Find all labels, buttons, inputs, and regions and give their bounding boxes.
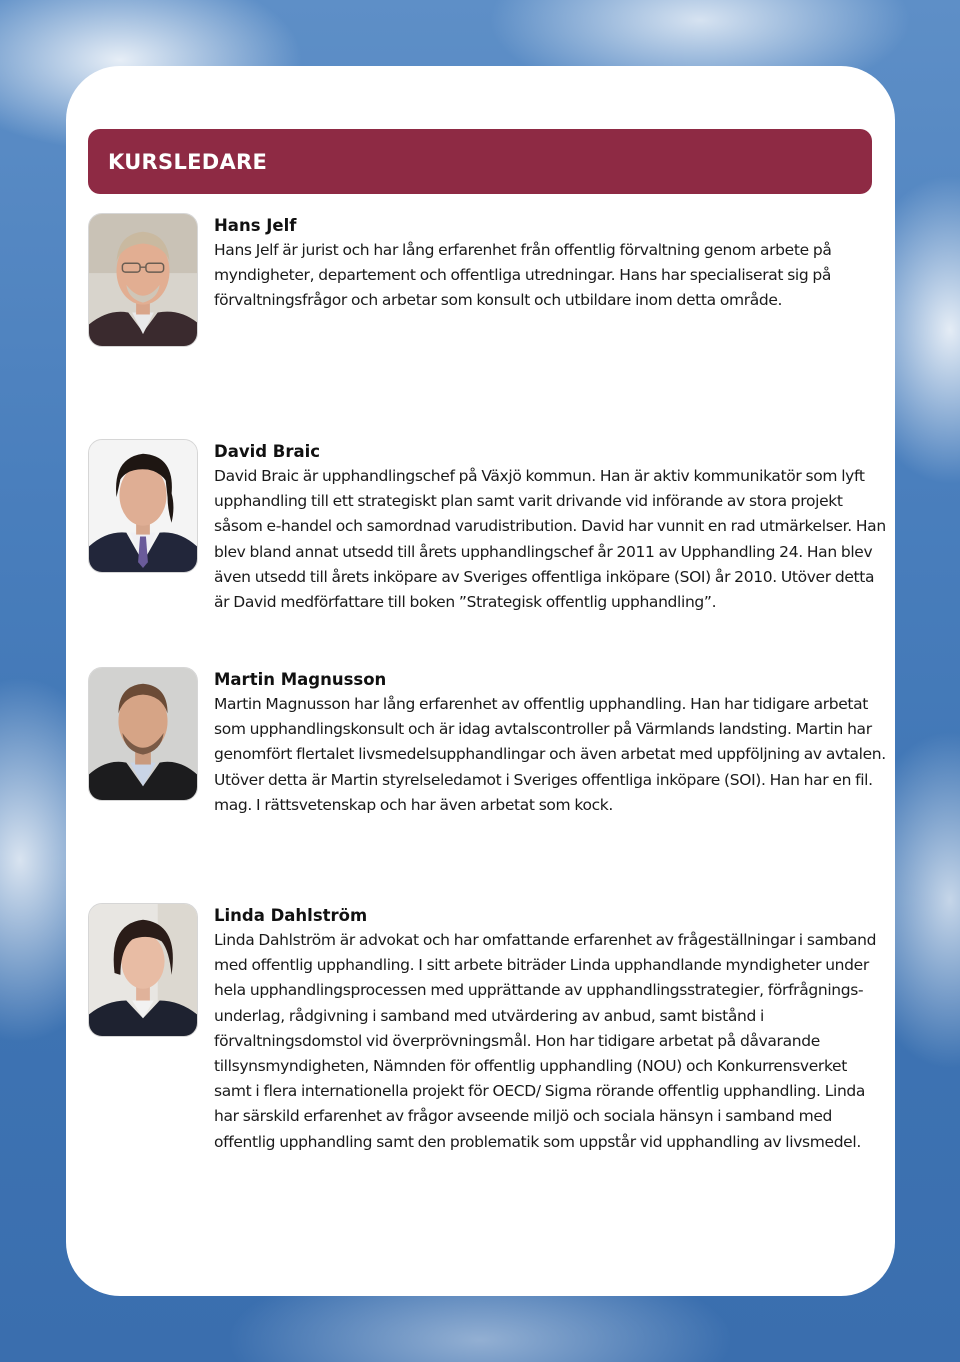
section-title: KURSLEDARE — [108, 149, 268, 174]
person-bio: Hans Jelf är jurist och har lång erfarenhet från offentlig förvaltning genom arbete på myndigheter, departement och offentliga utredningar. Hans har specialiserat sig på förvaltningsfrågor och arbetar som konsult och utbildare inom detta område. — [214, 241, 832, 310]
person-name: Martin Magnusson — [214, 670, 387, 689]
section-banner — [88, 129, 872, 194]
portrait-photo — [88, 439, 198, 573]
person-bio: Linda Dahlström är advokat och har omfattande erfarenhet av frågeställningar i samband med offentlig upphandling. I sitt arbete biträder Linda upphandlande myndigheter under hela upphandlingsprocessen med upprättande av upphandlingsstrategier, förfrågnings-underlag, rådgivning i samband med utvärdering av anbud, samt bistånd i förvaltningsdomstol vid överprövningsmål. Hon har tidigare arbetat på dåvarande tillsynsmyndigheten, Nämnden för offentlig upphandling (NOU) och Konkurrensverket samt i flera internationella projekt för OECD/ Sigma rörande offentlig upphandling. Linda har särskild erfarenhet av frågor avseende miljö och sociala hänsyn i samband med offentlig upphandling samt den problematik som uppstår vid upphandling av livsmedel. — [214, 931, 877, 1151]
person-bio: David Braic är upphandlingschef på Växjö kommun. Han är aktiv kommunikatör som lyft upphandling till ett strategiskt plan samt varit drivande vid införande av stora projekt såsom e-handel och samordnad varudistribution. David har vunnit en rad utmärkelser. Han blev bland annat utsedd till årets upphandlingschef år 2011 av Upphandling 24. Han blev även utsedd till årets inköpare av Sveriges offentliga inköpare (SOI) år 2010. Utöver detta är David medförfattare till boken ”Strategisk offentlig upphandling”. — [214, 467, 886, 612]
portrait-photo — [88, 213, 198, 347]
person-name: Linda Dahlström — [214, 906, 368, 925]
person-bio: Martin Magnusson har lång erfarenhet av offentlig upphandling. Han har tidigare arbetat som upphandlingskonsult och är idag avtalscontroller på Värmlands landsting. Martin har genomfört flertalet livsmedelsupphandlingar och även arbetat med uppföljning av avtalen. Utöver detta är Martin styrelseledamot i Sveriges offentliga inköpare (SOI). Han har en fil. mag. I rättsvetenskap och har även arbetat som kock. — [214, 695, 886, 814]
portrait-photo — [88, 667, 198, 801]
person-name: David Braic — [214, 442, 321, 461]
portrait-photo — [88, 903, 198, 1037]
person-name: Hans Jelf — [214, 216, 297, 235]
